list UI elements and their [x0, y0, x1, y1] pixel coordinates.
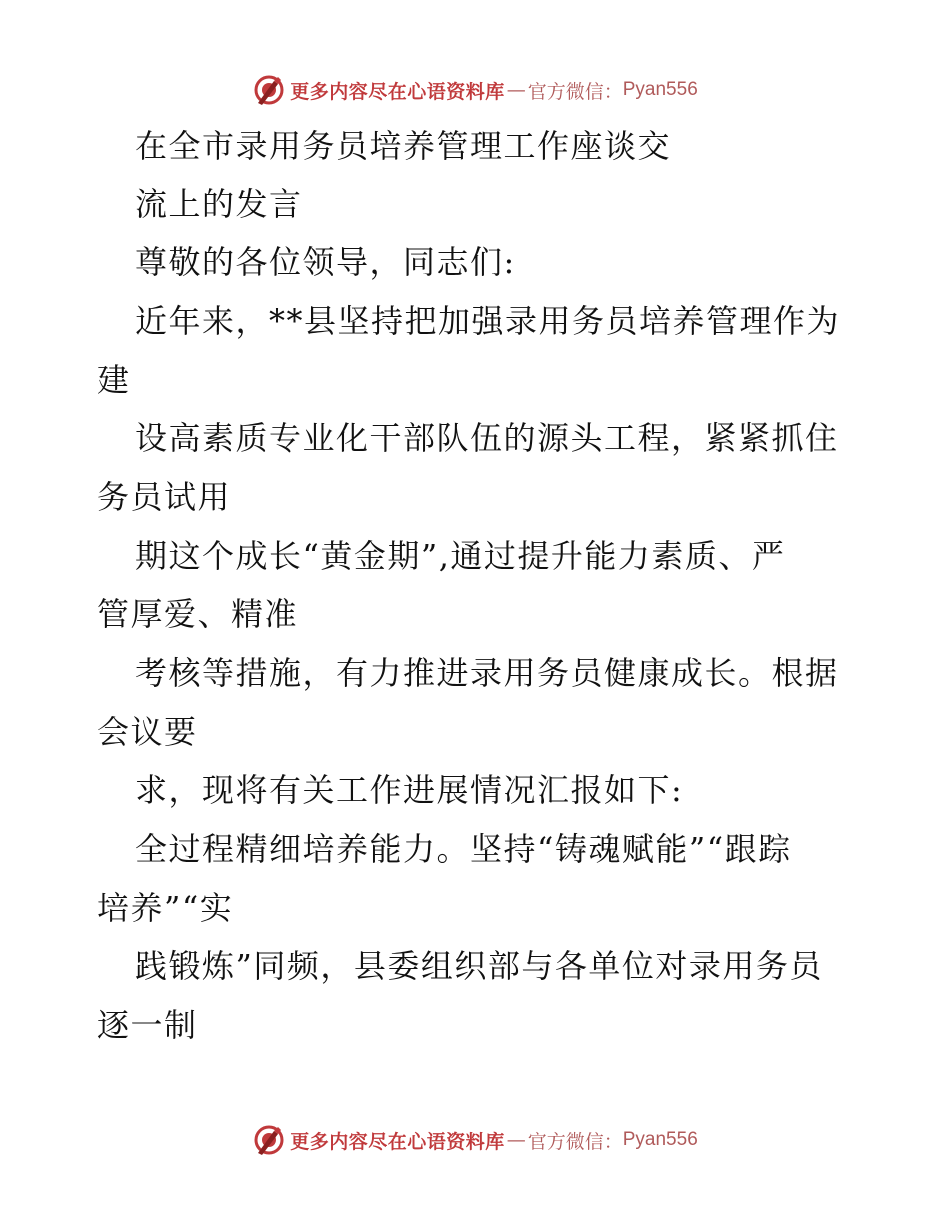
doc-line: 全过程精细培养能力。坚持“铸魂赋能”“跟踪 — [135, 830, 792, 868]
doc-line: 管厚爱、精准 — [97, 595, 299, 633]
doc-line: 会议要 — [97, 713, 198, 751]
banner-wechat-id: Pyan556 — [622, 1129, 698, 1150]
doc-line: 考核等措施，有力推进录用务员健康成长。根据 — [135, 654, 839, 692]
banner-separator: — — [506, 79, 526, 101]
doc-line: 期这个成长“黄金期”,通过提升能力素质、严 — [135, 537, 786, 575]
doc-line: 尊敬的各位领导，同志们: — [135, 243, 516, 281]
pen-logo-icon — [252, 73, 286, 107]
doc-line: 设高素质专业化干部队伍的源头工程，紧紧抓住 — [135, 419, 839, 457]
doc-line: 流上的发言 — [135, 185, 303, 223]
doc-line: 践锻炼”同频，县委组织部与各单位对录用务员 — [135, 947, 823, 985]
banner-official-label: 官方微信： — [527, 80, 623, 103]
doc-line: 培养”“实 — [97, 889, 234, 927]
doc-line: 务员试用 — [97, 478, 232, 516]
pen-logo-icon — [252, 1123, 286, 1157]
doc-line: 逐一制 — [97, 1006, 198, 1044]
banner-wechat-id: Pyan556 — [622, 79, 698, 100]
banner-brand: 更多内容尽在心语资料库 — [290, 1130, 505, 1153]
banner-brand: 更多内容尽在心语资料库 — [290, 80, 505, 103]
footer-banner — [0, 1120, 950, 1160]
header-banner — [0, 70, 950, 110]
doc-line: 求，现将有关工作进展情况汇报如下: — [135, 771, 684, 809]
doc-line: 建 — [97, 361, 131, 399]
banner-separator: — — [506, 1129, 526, 1151]
doc-line: 近年来，**县坚持把加强录用务员培养管理作为 — [135, 302, 841, 340]
doc-line: 在全市录用务员培养管理工作座谈交 — [135, 127, 672, 165]
banner-official-label: 官方微信： — [527, 1130, 623, 1153]
